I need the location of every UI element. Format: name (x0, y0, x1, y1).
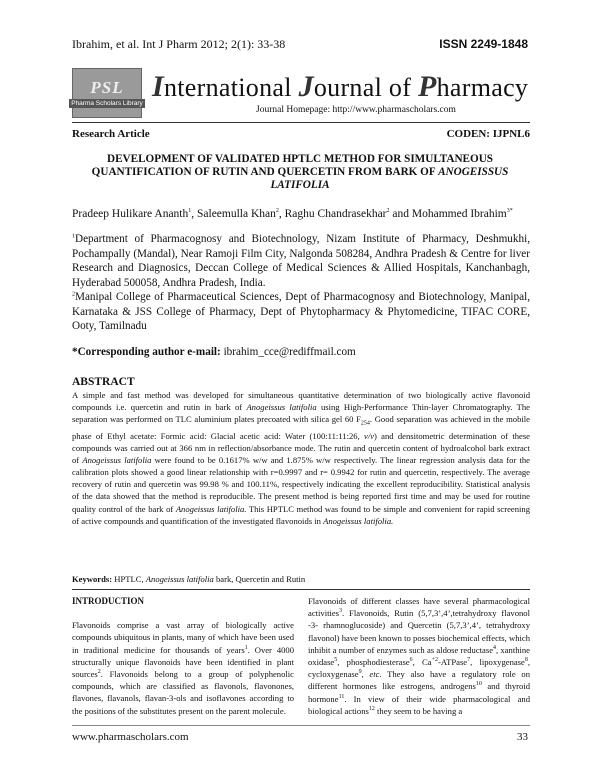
author-name: Pradeep Hulikare Ananth (72, 208, 189, 220)
author-name: Saleemulla Khan (197, 208, 276, 220)
intro-column-left (72, 595, 294, 717)
author-separator: and (389, 208, 412, 220)
abstract-species: Anogeissus latifolia. (175, 503, 247, 514)
affiliation-text: Manipal College of Pharmaceutical Sciences, Dept of Pharmacognosy and Biotechnology, Manipal, Karnataka & JSS College of Pharmacy, Dept of Phytopharmacy & Phytomedicine, TIFAC CORE, Ooty, Tamilnadu (72, 291, 530, 332)
author-list (72, 208, 530, 220)
affiliation-text: Department of Pharmacognosy and Biotechnology, Nizam Institute of Pharmacy, Deshmukhi, Pochampally (Mandal), Near Ramoji Film City, Nalgonda 508284, Andhra Pradesh & Centre for liver Research and Diagnosics, Deccan College of Medical Sciences & Allied Hospitals, Kanchanbagh, Hyderabad 500058, Andhra Pradesh, India. (72, 233, 530, 289)
abstract-heading: ABSTRACT (72, 376, 135, 388)
intro-text: , xanthine oxidase (308, 644, 531, 668)
journal-title-part: harmacy (436, 73, 529, 102)
publisher-logo (72, 68, 142, 118)
intro-text: , (361, 669, 370, 680)
abstract-text: A simple and fast method was developed for simultaneous quantitative determination of two biologically active flavonoid compounds i.e. quercetin and rutin in bark of (72, 390, 530, 413)
intro-text: . Over 4000 structurally unique flavonoids have been identified in plant sources (72, 644, 295, 680)
intro-text: Flavonoids comprise a vast array of biologically active compounds ubiquitous in plants, many of which have been used in traditional medicine for thousands of years (72, 620, 294, 655)
citation-mark: 3 (339, 608, 343, 615)
intro-column-right (308, 595, 530, 717)
abstract-text: ) and densitometric determination of these compounds was carried out at 366 nm in reflection/absorbance mode. The rutin and quercetin content of hydroalcohol bark extract of (72, 431, 530, 466)
article-title-species: ANOGEISSUS LATIFOLIA (270, 166, 509, 191)
intro-text: , Ca (412, 657, 432, 668)
abstract-species: Anogeissus latifolia (82, 455, 152, 466)
keywords-text: bark, Quercetin and Rutin (213, 574, 306, 584)
intro-heading: INTRODUCTION (72, 596, 145, 606)
abstract-species: Anogeissus latifolia (246, 402, 317, 413)
corresponding-author (72, 346, 356, 358)
keywords-divider (72, 589, 530, 590)
abstract-text: This HPTLC method was found to be simple and convenient for rapid screening of active compounds and quantification of the investigated flavonoids in (72, 503, 531, 526)
journal-title-initial: P (417, 70, 437, 103)
citation-mark: 8 (524, 657, 528, 664)
journal-title (152, 70, 528, 104)
running-header-citation: Ibrahim, et al. Int J Pharm 2012; 2(1): 33-38 (72, 37, 286, 51)
running-header-issn: ISSN 2249-1848 (439, 37, 528, 51)
author-name: Raghu Chandrasekhar (284, 208, 387, 220)
header-divider (72, 122, 530, 123)
journal-title-part: nternational (163, 73, 299, 102)
corresponding-label: *Corresponding author e-mail: (72, 346, 221, 358)
affiliation-item (72, 232, 530, 290)
keywords-species: Anogeissus latifolia (145, 574, 214, 584)
page-number: 33 (517, 731, 528, 743)
intro-text: . They also have a regulatory role on different hormones like estrogens, androgens (308, 669, 530, 692)
article-title-main: DEVELOPMENT OF VALIDATED HPTLC METHOD FOR SIMULTANEOUS QUANTIFICATION OF RUTIN AND QUERCETIN FROM BARK OF (91, 153, 494, 178)
corresponding-email[interactable]: ibrahim_cce@rediffmail.com (220, 346, 356, 358)
citation-mark: 6 (409, 657, 413, 664)
abstract-text: using High-Performance Thin-layer Chromatography. The separation was performed on TLC aluminium plates precoated with silica gel 60 F (72, 402, 530, 425)
affiliation-mark: 1 (72, 233, 75, 240)
article-title (80, 153, 520, 192)
journal-title-initial: J (298, 70, 314, 103)
citation-mark: 5 (334, 657, 338, 664)
intro-text: . In view of their wide pharmacological and biological actions (308, 693, 530, 716)
author-separator: , (191, 208, 197, 220)
author-affil-mark: 2 (386, 208, 390, 215)
article-type: Research Article (72, 128, 150, 140)
citation-mark: 9 (358, 669, 362, 676)
abstract-species: Anogeissus latifolia. (323, 515, 394, 526)
intro-text: -ATPase (437, 657, 468, 668)
abstract-body (72, 389, 530, 527)
journal-title-initial: I (152, 70, 164, 103)
citation-mark: 12 (368, 705, 375, 712)
intro-text: and thyroid hormone (308, 681, 530, 704)
citation-mark: 2 (97, 669, 101, 676)
intro-text: . Flavonoids, Rutin (5,7,3’,4’,tetrahydroxy flavonol -3- rhamnoglucoside) and Quercetin (5,7,3’,4’, tetrahydroxy flavonol) have been known to posses biochemical effects, which inhibit a number of enzymes such as aldose reductase (308, 608, 530, 655)
logo-subtitle: Pharma Scholars Library (71, 99, 143, 107)
journal-homepage[interactable]: Journal Homepage: http://www.pharmascholars.com (256, 105, 456, 115)
intro-text: they seem to be having a (374, 705, 463, 716)
abstract-text: . Good separation was achieved in the mobile phase of Ethyl acetate: Formic acid: Glacial acetic acid: Water (100:11:11:26, (72, 414, 530, 441)
intro-text: , lipoxygenase (470, 657, 525, 668)
keywords-label: Keywords: (72, 574, 113, 584)
abstract-text: were found to be 0.1617% w/w and 1.875% w/w respectively. The linear regression analysis data for the calibration plots showed a good linear relationship with r=0.9997 and r= 0.9942 for rutin and quercetin, respectively. The average recovery of rutin and quercetin was 99.98 % and 100.11%, respectively indicating the excellent reproducibility. Statistical analysis of the data showed that the method is reproducible. The present method is being reported first time and may be used for routine quality control of the bark of (72, 455, 530, 514)
intro-text: , cycloxygenase (308, 657, 530, 680)
intro-text: Flavonoids of different classes have several pharmacological activities (308, 596, 530, 619)
citation-mark: 7 (467, 657, 471, 664)
abstract-subscript: 254 (360, 420, 370, 427)
author-name: Mohammed Ibrahim (411, 208, 507, 220)
intro-text: . Flavonoids belong to a group of polyphenolic compounds, which are classified as flavonols, flavonones, flavones, flavanols, flavan-3-ols and isoflavones according to the positions of the substitutes present on the parent molecule. (72, 669, 294, 716)
abstract-italic: v/v (364, 431, 375, 441)
author-affil-mark: 3* (506, 208, 513, 215)
ion-charge: +2 (431, 657, 438, 664)
logo-mark: PSL (90, 77, 124, 97)
affiliation-item (72, 290, 530, 334)
citation-mark: 11 (338, 693, 345, 700)
coden: CODEN: IJPNL6 (446, 128, 530, 140)
footer-divider (72, 725, 530, 726)
journal-title-part: ournal of (313, 73, 418, 102)
author-affil-mark: 2 (275, 208, 279, 215)
citation-mark: 1 (244, 644, 248, 651)
affiliation-mark: 2 (72, 291, 75, 298)
citation-mark: 4 (493, 644, 497, 651)
keywords (72, 574, 530, 584)
keywords-text: HPTLC, (112, 574, 146, 584)
intro-text: , phosphodiesterase (337, 657, 410, 668)
footer-website[interactable]: www.pharmascholars.com (72, 731, 189, 743)
author-separator: , (278, 208, 285, 220)
citation-mark: 10 (475, 681, 482, 688)
intro-italic: etc (369, 669, 380, 680)
affiliations (72, 232, 530, 334)
author-affil-mark: 1 (188, 208, 192, 215)
